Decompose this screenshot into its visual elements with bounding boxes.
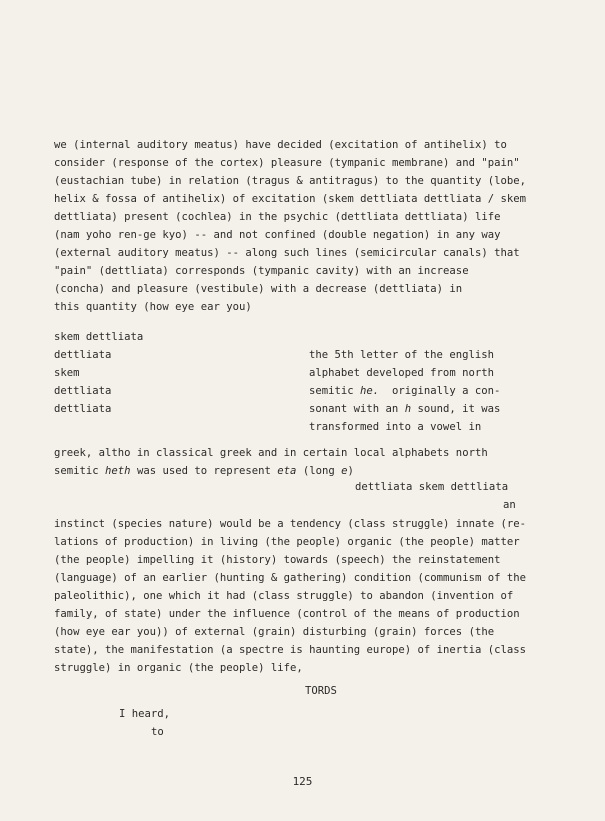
definition-line [309, 382, 500, 400]
paragraph1-line: this quantity (how eye ear you) [54, 301, 252, 313]
page-number: 125 [292, 775, 313, 788]
paragraph2-line: instinct (species nature) would be a tendency (class struggle) innate (re- [54, 518, 526, 530]
paragraph2-line: paleolithic), one which it had (class struggle) to abandon (invention of [54, 590, 514, 602]
heth-word: heth [105, 465, 131, 477]
definition-text: sound, it was [417, 403, 501, 415]
left-column-line: skem [54, 367, 80, 379]
he-word: he. [360, 385, 380, 397]
e-letter: e [341, 465, 348, 477]
definition-line: transformed into a vowel in [309, 421, 482, 433]
i-heard-line: I heard, [119, 708, 171, 720]
paragraph1-line: (eustachian tube) in relation (tragus & antitragus) to the quantity (lobe, [54, 175, 526, 187]
tords-heading: TORDS [305, 685, 337, 697]
paragraph1-line: dettliata) present (cochlea) in the psychic (dettliata dettliata) life [54, 211, 501, 223]
paragraph2-line: (language) of an earlier (hunting & gathering) condition (communism of the [54, 572, 526, 584]
definition-line: alphabet developed from north [309, 367, 494, 379]
paragraph2-line: (how eye ear you)) of external (grain) disturbing (grain) forces (the [54, 626, 495, 638]
paragraph1-line: (nam yoho ren-ge kyo) -- and not confined (double negation) in any way [54, 229, 501, 241]
to-line: to [151, 726, 164, 738]
left-column-line: dettliata [54, 349, 112, 361]
paragraph2-line: lations of production) in living (the people) organic (the people) matter [54, 536, 520, 548]
definition-text: semitic [309, 385, 354, 397]
an-word: an [503, 499, 516, 511]
paragraph1-line: (external auditory meatus) -- along such lines (semicircular canals) that [54, 247, 520, 259]
paragraph1-line: we (internal auditory meatus) have decided (excitation of antihelix) to [54, 139, 507, 151]
greek-text: ) [347, 465, 354, 477]
definition-line: the 5th letter of the english [309, 349, 494, 361]
definition-text: originally a con- [391, 385, 501, 397]
left-column-line: dettliata [54, 403, 112, 415]
eta-word: eta [277, 465, 297, 477]
greek-text: (long [302, 465, 335, 477]
definition-text: sonant with an [309, 403, 399, 415]
greek-line [54, 462, 354, 480]
paragraph2-line: family, of state) under the influence (control of the means of production [54, 608, 520, 620]
right-phrase: dettliata skem dettliata [355, 481, 509, 493]
left-column-line: skem dettliata [54, 331, 144, 343]
greek-line: greek, altho in classical greek and in certain local alphabets north [54, 447, 488, 459]
h-letter: h [404, 403, 412, 415]
greek-text: semitic [54, 465, 99, 477]
definition-line [309, 400, 500, 418]
paragraph2-line: state), the manifestation (a spectre is haunting europe) of inertia (class [54, 644, 526, 656]
paragraph1-line: helix & fossa of antihelix) of excitation (skem dettliata dettliata / skem [54, 193, 526, 205]
paragraph1-line: consider (response of the cortex) pleasure (tympanic membrane) and "pain" [54, 157, 520, 169]
greek-text: was used to represent [136, 465, 271, 477]
paragraph1-line: "pain" (dettliata) corresponds (tympanic cavity) with an increase [54, 265, 469, 277]
paragraph2-line: struggle) in organic (the people) life, [54, 662, 303, 674]
paragraph2-line: (the people) impelling it (history) towards (speech) the reinstatement [54, 554, 501, 566]
paragraph1-line: (concha) and pleasure (vestibule) with a decrease (dettliata) in [54, 283, 463, 295]
left-column-line: dettliata [54, 385, 112, 397]
